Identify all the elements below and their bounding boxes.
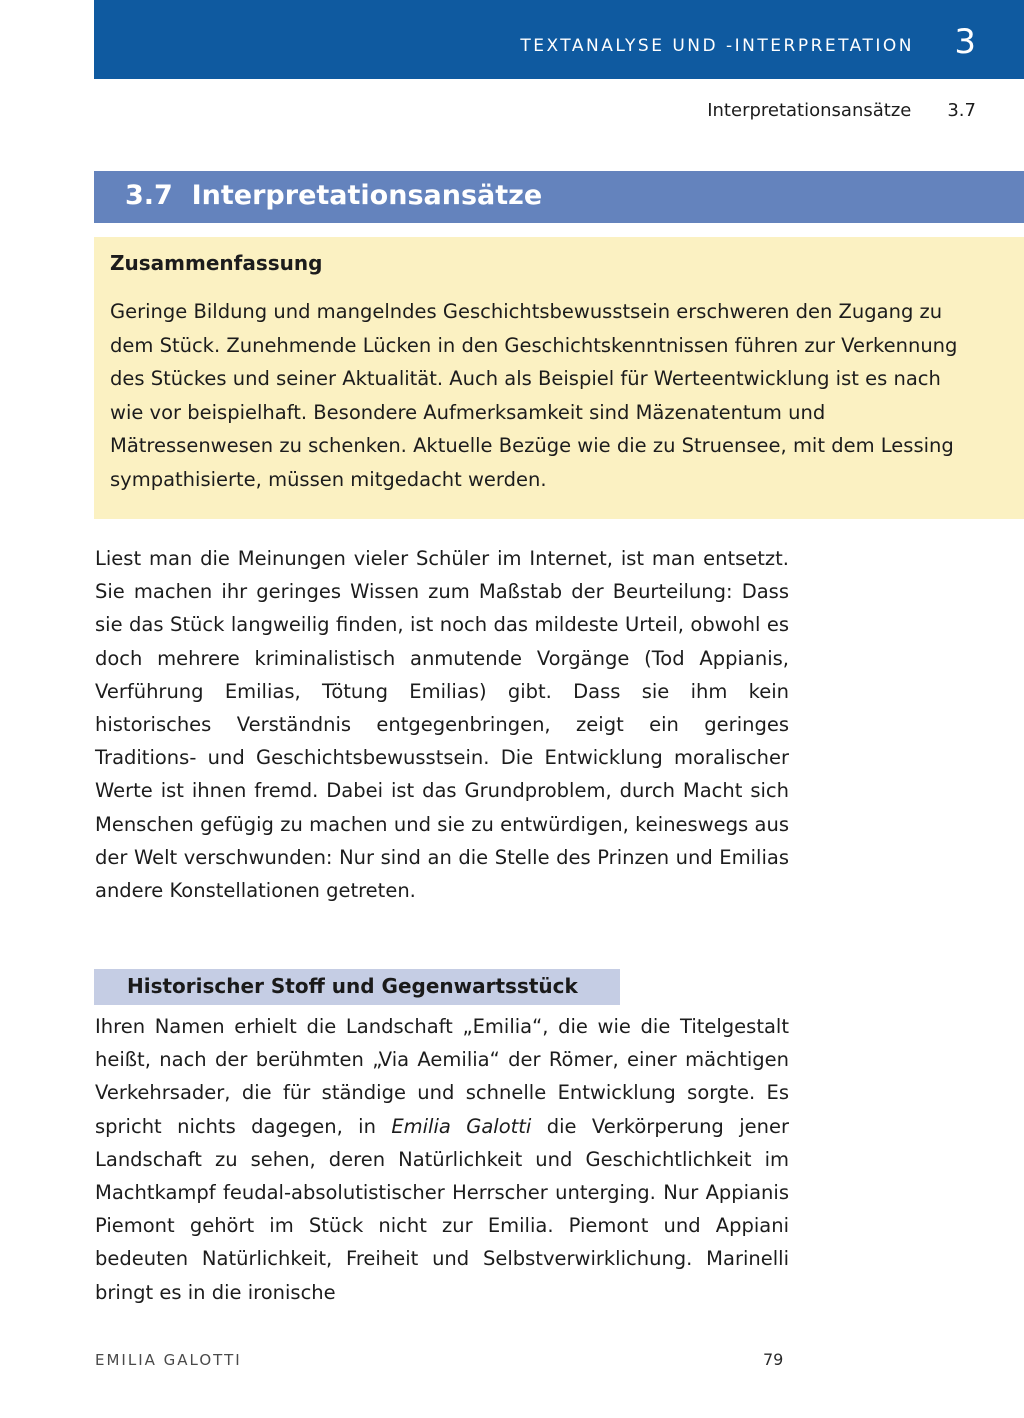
subheading-bar	[94, 969, 620, 1005]
body-paragraph-2-text-b: die Verkörperung jener Landschaft zu sehen, deren Natürlichkeit und Geschichtlichkeit im Machtkampf feudal-absolutistischer Herrscher unterging. Nur Appianis Piemont gehört im Stück nicht zur Emilia. Piemont und Appiani bedeuten Natürlichkeit, Freiheit und Selbstverwirklichung. Marinelli bringt es in die ironische	[95, 1114, 789, 1304]
summary-text: Geringe Bildung und mangelndes Geschichtsbewusstsein erschweren den Zugang zu dem Stück. Zunehmende Lücken in den Geschichtskenntnissen führen zur Verkennung des Stückes und seiner Aktualität. Auch als Beispiel für Werteentwicklung ist es nach wie vor beispielhaft. Besondere Aufmerksamkeit sind Mäzenatentum und Mätressenwesen zu schenken. Aktuelle Bezüge wie die zu Struensee, mit dem Lessing sympathisierte, müssen mitgedacht werden.	[110, 300, 958, 491]
work-title-emphasis: Emilia Galotti	[391, 1114, 532, 1138]
chapter-header-bar	[94, 0, 1024, 79]
subheading: Historischer Stoff und Gegenwartsstück	[127, 974, 578, 998]
footer-book-title: EMILIA GALOTTI	[95, 1351, 242, 1369]
body-paragraph-1: Liest man die Meinungen vieler Schüler im Internet, ist man entsetzt. Sie machen ihr geringes Wissen zum Maßstab der Beurteilung: Dass sie das Stück langweilig finden, ist noch das mildeste Urteil, obwohl es doch mehrere kriminalistisch anmutende Vorgänge (Tod Appianis, Verführung Emilias, Tötung Emilias) gibt. Dass sie ihm kein historisches Verständnis entgegenbringen, zeigt ein geringes Traditions- und Geschichtsbewusstsein. Die Entwicklung moralischer Werte ist ihnen fremd. Dabei ist das Grundproblem, durch Macht sich Menschen gefügig zu machen und sie zu entwürdigen, keineswegs aus der Welt verschwunden: Nur sind an die Stelle des Prinzen und Emilias andere Konstellationen getreten.	[95, 547, 789, 903]
running-header-section-number: 3.7	[947, 100, 976, 121]
body-paragraph-2-text-a: Ihren Namen erhielt die Landschaft „Emilia“, die wie die Titelgestalt heißt, nach der berühmten „Via Aemilia“ der Römer, einer mächtigen Verkehrsader, die für ständige und schnelle Entwicklung sorgte. Es spricht nichts dagegen, in	[95, 1015, 789, 1138]
page-number: 79	[763, 1350, 784, 1369]
summary-heading: Zusammenfassung	[110, 251, 323, 275]
summary-box	[94, 237, 1024, 519]
chapter-title: TEXTANALYSE UND -INTERPRETATION	[520, 36, 914, 56]
running-header	[707, 100, 976, 121]
chapter-number: 3	[954, 22, 976, 62]
section-title-bar	[94, 171, 1024, 223]
body-paragraph-2	[95, 1010, 789, 1309]
running-header-section-name: Interpretationsansätze	[707, 100, 912, 121]
section-title: 3.7 Interpretationsansätze	[125, 180, 543, 211]
